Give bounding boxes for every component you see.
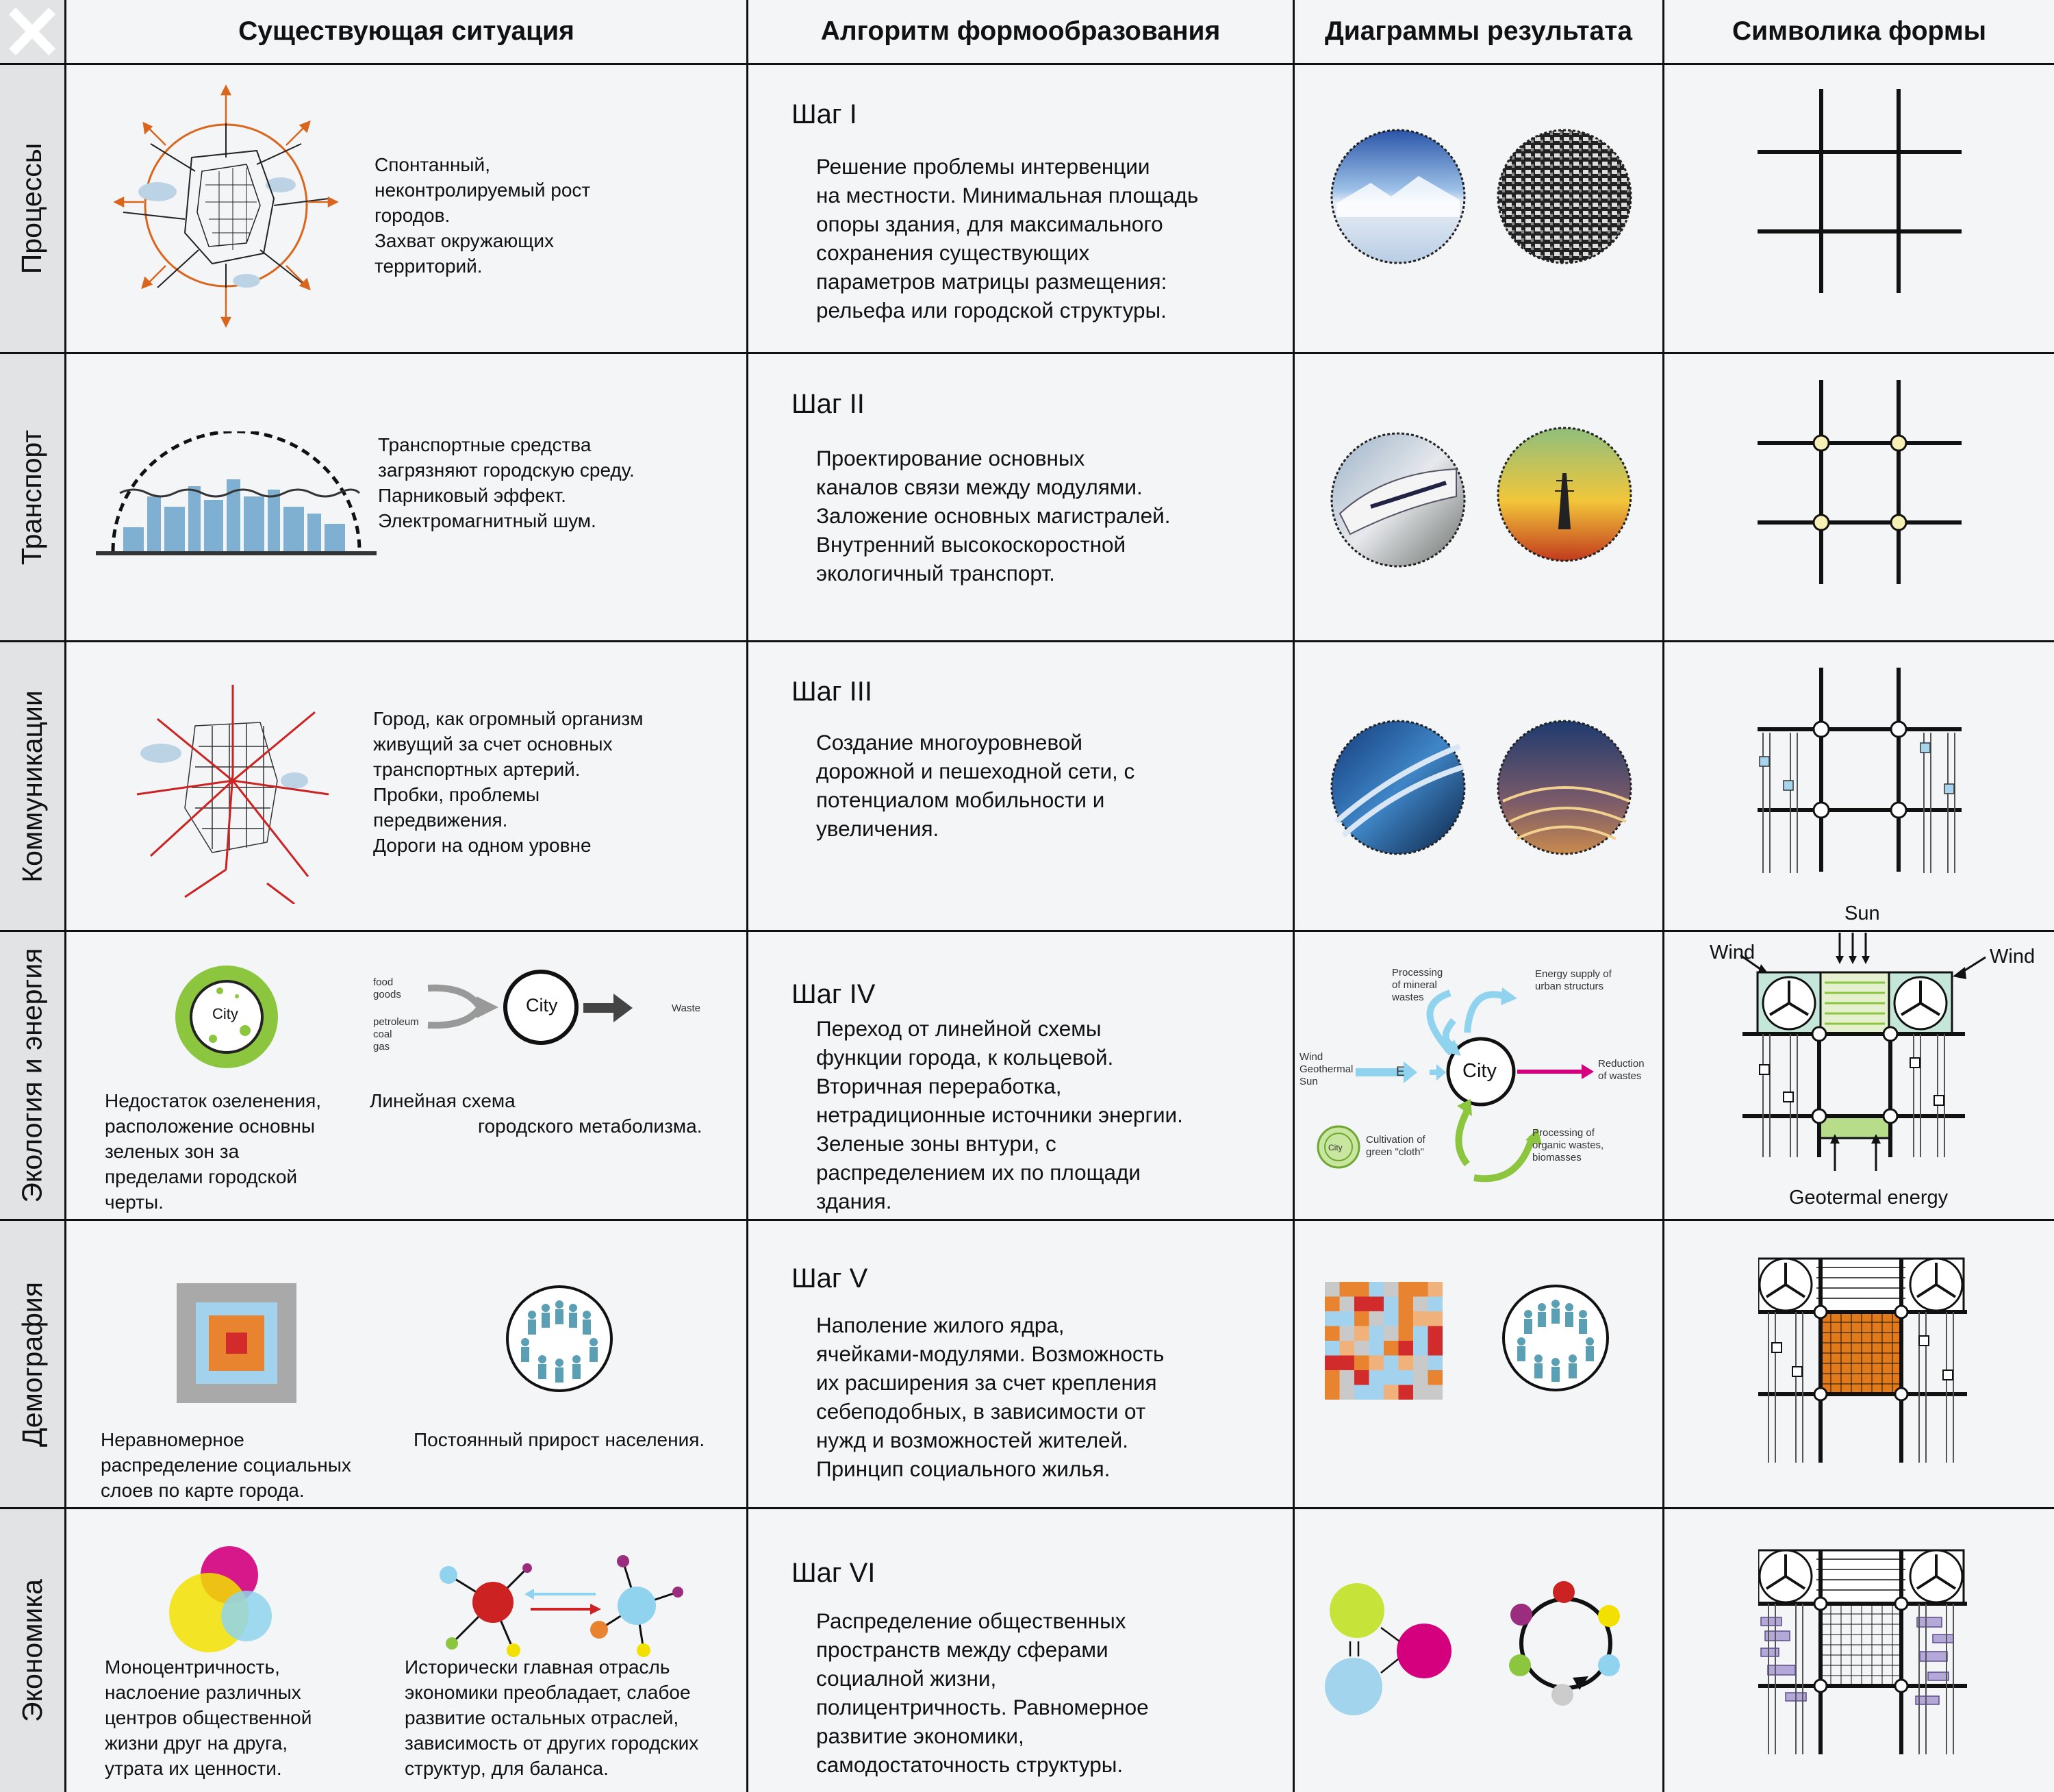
- module-cell: [1325, 1311, 1340, 1326]
- row-label-transport: Транспорт: [0, 354, 64, 640]
- cycle-mineral-label: Processing of mineral wastes: [1392, 967, 1443, 1003]
- close-icon: [0, 0, 64, 63]
- module-cell: [1399, 1341, 1414, 1356]
- module-cell: [1428, 1311, 1443, 1326]
- green-city-label: City: [212, 1005, 238, 1022]
- symbol-energy: [1739, 931, 1992, 1191]
- module-cell: [1399, 1385, 1414, 1400]
- module-cell: [1413, 1297, 1428, 1312]
- module-cell: [1369, 1326, 1384, 1341]
- module-cell: [1340, 1297, 1355, 1312]
- symbol-multilevel-grid: [1749, 668, 1968, 894]
- grid-line: [746, 0, 748, 1792]
- module-cell: [1354, 1385, 1369, 1400]
- module-cell: [1413, 1370, 1428, 1385]
- module-cell: [1354, 1282, 1369, 1297]
- modules-mosaic: [1325, 1282, 1443, 1400]
- module-cell: [1399, 1370, 1414, 1385]
- dome-city-diagram: [92, 431, 387, 568]
- cycle-supply-label: Energy supply of urban structurs: [1535, 968, 1612, 992]
- waste-label: Waste: [672, 1002, 700, 1014]
- header-situation: Существующая ситуация: [66, 0, 746, 63]
- grid-line: [1293, 0, 1295, 1792]
- module-cell: [1428, 1282, 1443, 1297]
- situation-text: Моноцентричность, наслоение различных центров общественной жизни друг на друга, утрата их ценности.: [105, 1656, 312, 1779]
- population-circle: [505, 1284, 614, 1393]
- cycle-reduction-label: Reduction of wastes: [1598, 1058, 1645, 1082]
- module-cell: [1369, 1282, 1384, 1297]
- cycle-small-city-label: City: [1328, 1143, 1343, 1152]
- module-cell: [1369, 1297, 1384, 1312]
- module-cell: [1340, 1356, 1355, 1371]
- geothermal-label: Geotermal energy: [1789, 1187, 1949, 1209]
- cycle-cloth-label: Cultivation of green "cloth": [1366, 1134, 1425, 1158]
- grid-line: [0, 352, 2054, 354]
- step-description: Переход от линейной схемы функции города, к кольцевой. Вторичная переработка, нетрадиционные источники энергии. Зеленые зоны внтури, с распределением их по площади здания.: [816, 1016, 1183, 1213]
- module-cell: [1399, 1356, 1414, 1371]
- photo-overpass: [1330, 719, 1467, 856]
- module-cell: [1369, 1311, 1384, 1326]
- module-cell: [1369, 1385, 1384, 1400]
- module-cell: [1340, 1341, 1355, 1356]
- module-cell: [1325, 1341, 1340, 1356]
- row-label-ecology: Экология и энергия: [0, 932, 64, 1219]
- social-layers-diagram: [177, 1283, 296, 1403]
- module-cell: [1384, 1385, 1399, 1400]
- module-cell: [1428, 1326, 1443, 1341]
- symbol-residential-core: [1758, 1257, 1977, 1483]
- close-button[interactable]: [0, 0, 64, 63]
- population-circle: [1501, 1283, 1610, 1393]
- situation-text: Постоянный прирост населения.: [414, 1429, 705, 1450]
- header-symbolics: Символика формы: [1664, 0, 2054, 63]
- grid-line: [0, 640, 2054, 642]
- header-algorithm: Алгоритм формообразования: [748, 0, 1293, 63]
- module-cell: [1354, 1370, 1369, 1385]
- symbol-grid-nodes: [1749, 380, 1968, 599]
- module-cell: [1413, 1282, 1428, 1297]
- situation-text: городского метаболизма.: [478, 1115, 702, 1137]
- module-cell: [1428, 1370, 1443, 1385]
- module-cell: [1354, 1356, 1369, 1371]
- module-cell: [1428, 1385, 1443, 1400]
- module-cell: [1384, 1341, 1399, 1356]
- cycle-inputs-label: Wind Geothermal Sun: [1299, 1051, 1354, 1087]
- photo-sunset-pylon: [1496, 426, 1633, 563]
- module-cell: [1428, 1341, 1443, 1356]
- step-label: Шаг VI: [791, 1558, 876, 1588]
- situation-text: Транспортные средства загрязняют городскую среду. Парниковый эффект. Электромагнитный шум.: [378, 434, 635, 531]
- module-cell: [1325, 1385, 1340, 1400]
- cycle-organic-label: Processing of organic wastes, biomasses: [1532, 1127, 1604, 1163]
- grid-line: [0, 63, 2054, 65]
- module-cell: [1428, 1297, 1443, 1312]
- module-cell: [1384, 1297, 1399, 1312]
- grid-line: [0, 1219, 2054, 1221]
- module-cell: [1413, 1311, 1428, 1326]
- photo-train: [1330, 431, 1467, 568]
- row-label-demography: Демография: [0, 1221, 64, 1507]
- situation-text: Исторически главная отрасль экономики преобладает, слабое развитие остальных отраслей, зависимость от других городских структур, для баланса.: [405, 1656, 699, 1779]
- step-description: Проектирование основных каналов связи между модулями. Заложение основных магистралей. Внутренний высокоскоростной экологичный транспорт.: [816, 446, 1171, 585]
- module-cell: [1325, 1297, 1340, 1312]
- step-label: Шаг IV: [791, 979, 876, 1009]
- module-cell: [1413, 1356, 1428, 1371]
- photo-interchange: [1496, 719, 1633, 856]
- header-diagrams: Диаграммы результата: [1295, 0, 1662, 63]
- module-cell: [1413, 1341, 1428, 1356]
- polycentric-diagram: [1316, 1578, 1460, 1736]
- module-cell: [1354, 1341, 1369, 1356]
- module-cell: [1428, 1356, 1443, 1371]
- step-description: Распределение общественных пространств между сферами социалной жизни, полицентричность. Равномерное развитие экономики, самодостаточность структуры.: [816, 1608, 1149, 1777]
- module-cell: [1340, 1282, 1355, 1297]
- input-food-label: food goods: [373, 976, 401, 1000]
- module-cell: [1340, 1311, 1355, 1326]
- row-label-processes: Процессы: [0, 65, 64, 352]
- module-cell: [1354, 1311, 1369, 1326]
- symbol-grid: [1749, 89, 1968, 308]
- situation-text: Линейная схема: [370, 1090, 516, 1111]
- module-cell: [1354, 1297, 1369, 1312]
- module-cell: [1399, 1326, 1414, 1341]
- symbol-public-spaces: [1758, 1549, 1977, 1768]
- module-cell: [1399, 1297, 1414, 1312]
- situation-text: Недостаток озеленения, расположение основны зеленых зон за пределами городской черты.: [105, 1090, 322, 1213]
- row-label-economy: Экономика: [0, 1509, 64, 1792]
- row-label-communications: Коммуникации: [0, 642, 64, 930]
- wind-right-label: Wind: [1990, 946, 2036, 968]
- step-label: Шаг III: [791, 677, 872, 707]
- step-description: Наполение жилого ядра, ячейками-модулями. Возможность их расширения за счет крепления себеподобных, в зависимости от нужд и возможностей жителей. Принцип социального жилья.: [816, 1313, 1165, 1481]
- monocentric-diagram: [164, 1541, 294, 1671]
- module-cell: [1369, 1370, 1384, 1385]
- step-description: Создание многоуровневой дорожной и пешеходной сети, с потенциалом мобильности и увеличения.: [816, 730, 1135, 841]
- situation-text: Город, как огромный организм живущий за счет основных транспортных артерий. Пробки, проблемы передвижения. Дороги на одном уровне: [373, 708, 644, 856]
- module-cell: [1413, 1385, 1428, 1400]
- situation-text: Спонтанный, неконтролируемый рост городов. Захват окружающих территорий.: [375, 154, 591, 277]
- ring-economy-diagram: [1501, 1575, 1631, 1719]
- city-arteries-diagram: [130, 678, 335, 904]
- city-growth-diagram: [110, 82, 342, 329]
- module-cell: [1384, 1326, 1399, 1341]
- step-label: Шаг I: [791, 99, 857, 129]
- cycle-city-label: City: [1462, 1060, 1497, 1082]
- module-cell: [1325, 1326, 1340, 1341]
- module-cell: [1369, 1356, 1384, 1371]
- photo-favela: [1496, 128, 1633, 265]
- module-cell: [1384, 1356, 1399, 1371]
- module-cell: [1340, 1370, 1355, 1385]
- module-cell: [1413, 1326, 1428, 1341]
- step-description: Решение проблемы интервенции на местности. Минимальная площадь опоры здания, для максимального сохранения существующих параметров матрицы размещения: рельефа или городской структуры.: [816, 154, 1199, 323]
- sun-label: Sun: [1844, 903, 1880, 924]
- situation-text: Неравномерное распределение социальных слоев по карте города.: [101, 1429, 351, 1501]
- step-label: Шаг V: [791, 1263, 868, 1293]
- wind-left-label: Wind: [1710, 942, 1755, 963]
- cycle-e-label: E: [1396, 1065, 1405, 1079]
- module-cell: [1399, 1311, 1414, 1326]
- module-cell: [1384, 1311, 1399, 1326]
- grid-line: [64, 0, 66, 1792]
- grid-line: [1662, 0, 1664, 1792]
- module-cell: [1354, 1326, 1369, 1341]
- module-cell: [1325, 1282, 1340, 1297]
- linear-city-label: City: [526, 995, 558, 1015]
- module-cell: [1384, 1282, 1399, 1297]
- module-cell: [1340, 1385, 1355, 1400]
- module-cell: [1384, 1370, 1399, 1385]
- module-cell: [1325, 1356, 1340, 1371]
- input-fuel-label: petroleum coal gas: [373, 1016, 419, 1052]
- module-cell: [1369, 1341, 1384, 1356]
- photo-snow-mountains: [1330, 128, 1467, 265]
- module-cell: [1399, 1282, 1414, 1297]
- module-cell: [1340, 1326, 1355, 1341]
- step-label: Шаг II: [791, 389, 865, 419]
- grid-line: [0, 1507, 2054, 1509]
- module-cell: [1325, 1370, 1340, 1385]
